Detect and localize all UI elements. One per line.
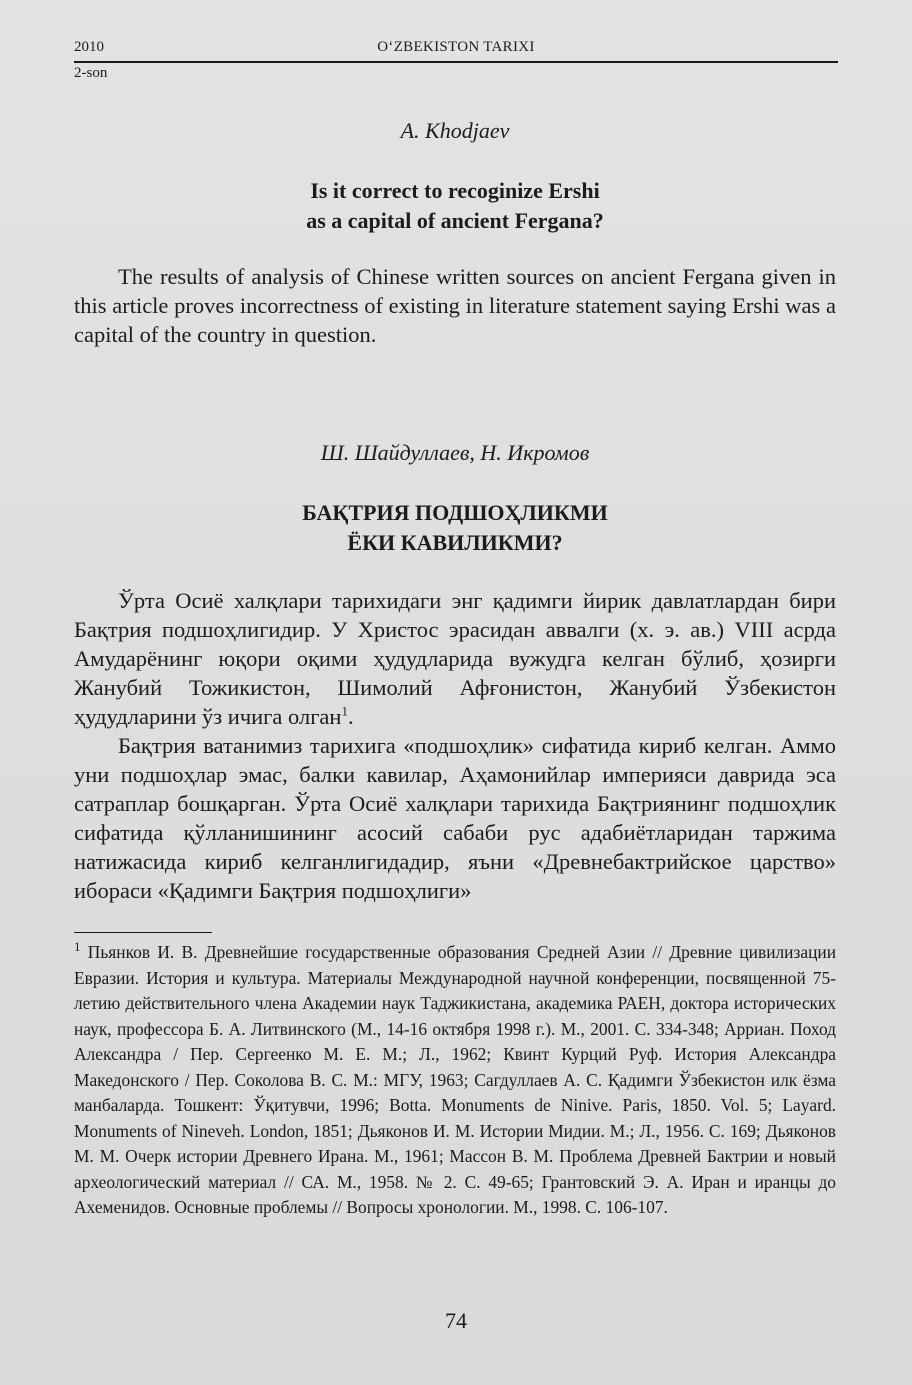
footnote [74,940,836,1221]
footnote-rule [74,932,212,933]
header-year: 2010 [74,39,104,55]
article-body [74,586,836,905]
running-header [74,39,838,61]
english-abstract [74,262,836,349]
footnote-paragraph [74,940,836,1221]
header-issue: 2-son [74,65,108,81]
uzbek-title-line-1: БАҚТРИЯ ПОДШОҲЛИКМИ [302,500,608,525]
body-paragraph-1 [74,586,836,731]
uzbek-title-line-2: ЁКИ КАВИЛИКМИ? [347,530,563,555]
english-title-line-1: Is it correct to recoginize Ershi [310,178,600,203]
header-journal-title: O‘ZBEKISTON TARIXI [377,39,535,55]
footnote-text: Пьянков И. В. Древнейшие государственные образования Средней Азии // Древние цивилизации Евразии. История и культура. Материалы Международной научной конференции, посвященной 75-летию действительного члена Академии наук Таджикистана, академика РАЕН, доктора исторических наук, профессора Б. А. Литвинского (М., 14-16 октября 1998 г.). М., 2001. С. 334-348; Арриан. Поход Александра / Пер. Сергеенко М. Е. М.; Л., 1962; Квинт Курций Руф. История Александра Македонского / Пер. Соколова В. С. М.: МГУ, 1963; Сагдуллаев А. С. Қадимги Ўзбекистон илк ёзма манбаларда. Тошкент: Ўқитувчи, 1996; Botta. Monuments de Ninive. Paris, 1850. Vol. 5; Layard. Monuments of Nineveh. London, 1851; Дьяконов И. М. Истории Мидии. М.; Л., 1956. С. 169; Дьяконов М. М. Очерк истории Древнего Ирана. М., 1961; Массон В. М. Проблема Древней Бактрии и новый археологический материал // СА. М., 1958. № 2. С. 49-65; Грантовский Э. А. Иран и иранцы до Ахеменидов. Основные проблемы // Вопросы хронологии. М., 1998. С. 106-107. [74,942,836,1217]
footnote-reference[interactable]: 1 [341,703,348,719]
body-paragraph-1-text: Ўрта Осиё халқлари тарихидаги энг қадимги йирик давлатлардан бири Бақтрия подшоҳлигидир. У Христос эрасидан аввалги (х. э. ав.) VIII асрда Амударёнинг юқори оқими ҳудудларида вужудга келган бўлиб, ҳозирги Жанубий Тожикистон, Шимолий Афғонистон, Жанубий Ўзбекистон ҳудудларини ўз ичига олган [74,588,836,729]
body-paragraph-1-end: . [347,704,354,729]
uzbek-article-authors: Ш. Шайдуллаев, Н. Икромов [320,440,590,465]
english-abstract-text: The results of analysis of Chinese written sources on ancient Fergana given in this article proves incorrectness of existing in literature statement saying Ershi was a capital of the country in question. [74,264,836,347]
footnote-number: 1 [74,939,81,955]
english-title-line-2: as a capital of ancient Fergana? [306,208,604,233]
english-article-title [74,176,836,236]
header-rule [74,61,838,63]
english-article-author: A. Khodjaev [400,118,510,143]
body-paragraph-2: Бақтрия ватанимиз тарихига «подшоҳлик» сифатида кириб келган. Аммо уни подшоҳлар эмас, балки кавилар, Аҳамонийлар империяси даврида эса сатраплар бошқарган. Ўрта Осиё халқлари тарихида Бақтриянинг подшоҳлик сифатида қўлланишининг асосий сабаби рус адабиётларидан таржима натижасида кириб келганлигидадир, яъни «Древнебактрийское царство» ибораси «Қадимги Бақтрия подшоҳлиги» [74,733,836,903]
page-number: 74 [445,1308,467,1333]
uzbek-article-title [74,498,836,558]
